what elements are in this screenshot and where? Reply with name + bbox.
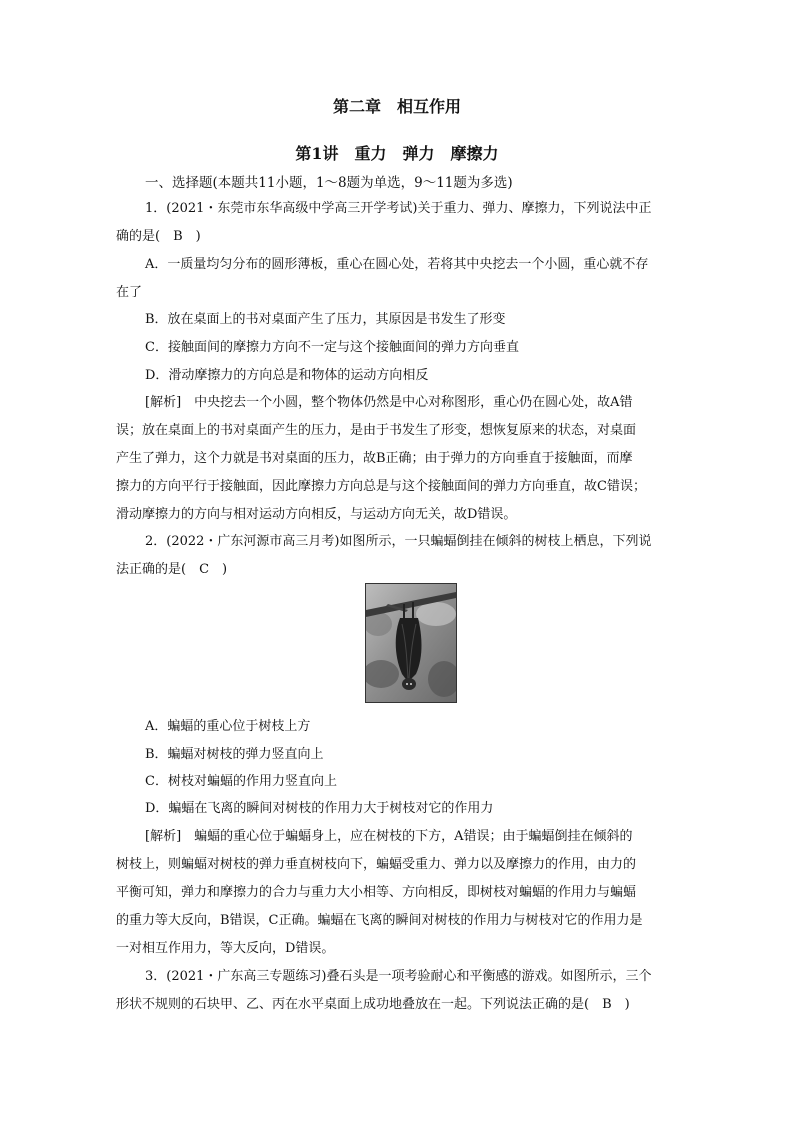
section-heading: 一、选择题(本题共11小题，1～8题为单选，9～11题为多选) — [145, 175, 513, 191]
q2-stem-line-1: 2．(2022・广东河源市高三月考)如图所示，一只蝙蝠倒挂在倾斜的树枝上栖息，下列说 — [145, 534, 652, 549]
q1-option-b: B．放在桌面上的书对桌面产生了压力，其原因是书发生了形变 — [145, 312, 506, 327]
q2-analysis-line-4: 的重力等大反向，B错误，C正确。蝙蝠在飞离的瞬间对树枝的作用力与树枝对它的作用力是 — [116, 913, 643, 928]
q2-option-b: B．蝙蝠对树枝的弹力竖直向上 — [145, 747, 324, 762]
q1-analysis-line-3: 产生了弹力，这个力就是书对桌面的压力，故B正确；由于弹力的方向垂直于接触面，而摩 — [116, 451, 633, 466]
q1-analysis-line-5: 滑动摩擦力的方向与相对运动方向相反，与运动方向无关，故D错误。 — [116, 507, 517, 522]
q2-option-c: C．树枝对蝙蝠的作用力竖直向上 — [145, 774, 337, 789]
bat-photo — [365, 583, 457, 703]
q2-analysis-line-5: 一对相互作用力，等大反向，D错误。 — [116, 941, 335, 956]
q2-option-a: A．蝙蝠的重心位于树枝上方 — [145, 719, 311, 734]
q1-stem-line-1: 1．(2021・东莞市东华高级中学高三开学考试)关于重力、弹力、摩擦力，下列说法中正 — [145, 201, 652, 216]
q2-analysis-line-1: [解析] 蝙蝠的重心位于蝙蝠身上，应在树枝的下方，A错误；由于蝙蝠倒挂在倾斜的 — [145, 829, 633, 844]
q2-analysis-line-3: 平衡可知，弹力和摩擦力的合力与重力大小相等、方向相反，即树枝对蝙蝠的作用力与蝙蝠 — [116, 885, 637, 900]
q1-option-c: C．接触面间的摩擦力方向不一定与这个接触面间的弹力方向垂直 — [145, 340, 519, 355]
chapter-title: 第二章 相互作用 — [332, 97, 461, 116]
lecture-title: 第1讲 重力 弹力 摩擦力 — [295, 144, 499, 163]
q2-option-d: D．蝙蝠在飞离的瞬间对树枝的作用力大于树枝对它的作用力 — [145, 801, 494, 816]
q1-stem-line-2: 确的是( B ) — [116, 229, 201, 244]
q1-analysis-line-1: [解析] 中央挖去一个小圆，整个物体仍然是中心对称图形，重心仍在圆心处，故A错 — [145, 395, 633, 410]
q1-option-a: A．一质量均匀分布的圆形薄板，重心在圆心处，若将其中央挖去一个小圆，重心就不存 — [145, 257, 649, 272]
q3-stem-line-1: 3．(2021・广东高三专题练习)叠石头是一项考验耐心和平衡感的游戏。如图所示，三个 — [145, 969, 652, 984]
q1-analysis-line-2: 误；放在桌面上的书对桌面产生的压力，是由于书发生了形变，想恢复原来的状态，对桌面 — [116, 423, 637, 438]
q1-option-a-cont: 在了 — [116, 285, 143, 300]
q2-analysis-line-2: 树枝上，则蝙蝠对树枝的弹力垂直树枝向下，蝙蝠受重力、弹力以及摩擦力的作用，由力的 — [116, 857, 637, 872]
q1-option-d: D．滑动摩擦力的方向总是和物体的运动方向相反 — [145, 368, 429, 383]
q2-stem-line-2: 法正确的是( C ) — [116, 562, 228, 577]
q3-stem-line-2: 形状不规则的石块甲、乙、丙在水平桌面上成功地叠放在一起。下列说法正确的是( B ) — [116, 997, 630, 1012]
bat-illustration — [366, 584, 456, 702]
q1-analysis-line-4: 擦力的方向平行于接触面，因此摩擦力方向总是与这个接触面间的弹力方向垂直，故C错误； — [116, 479, 646, 494]
